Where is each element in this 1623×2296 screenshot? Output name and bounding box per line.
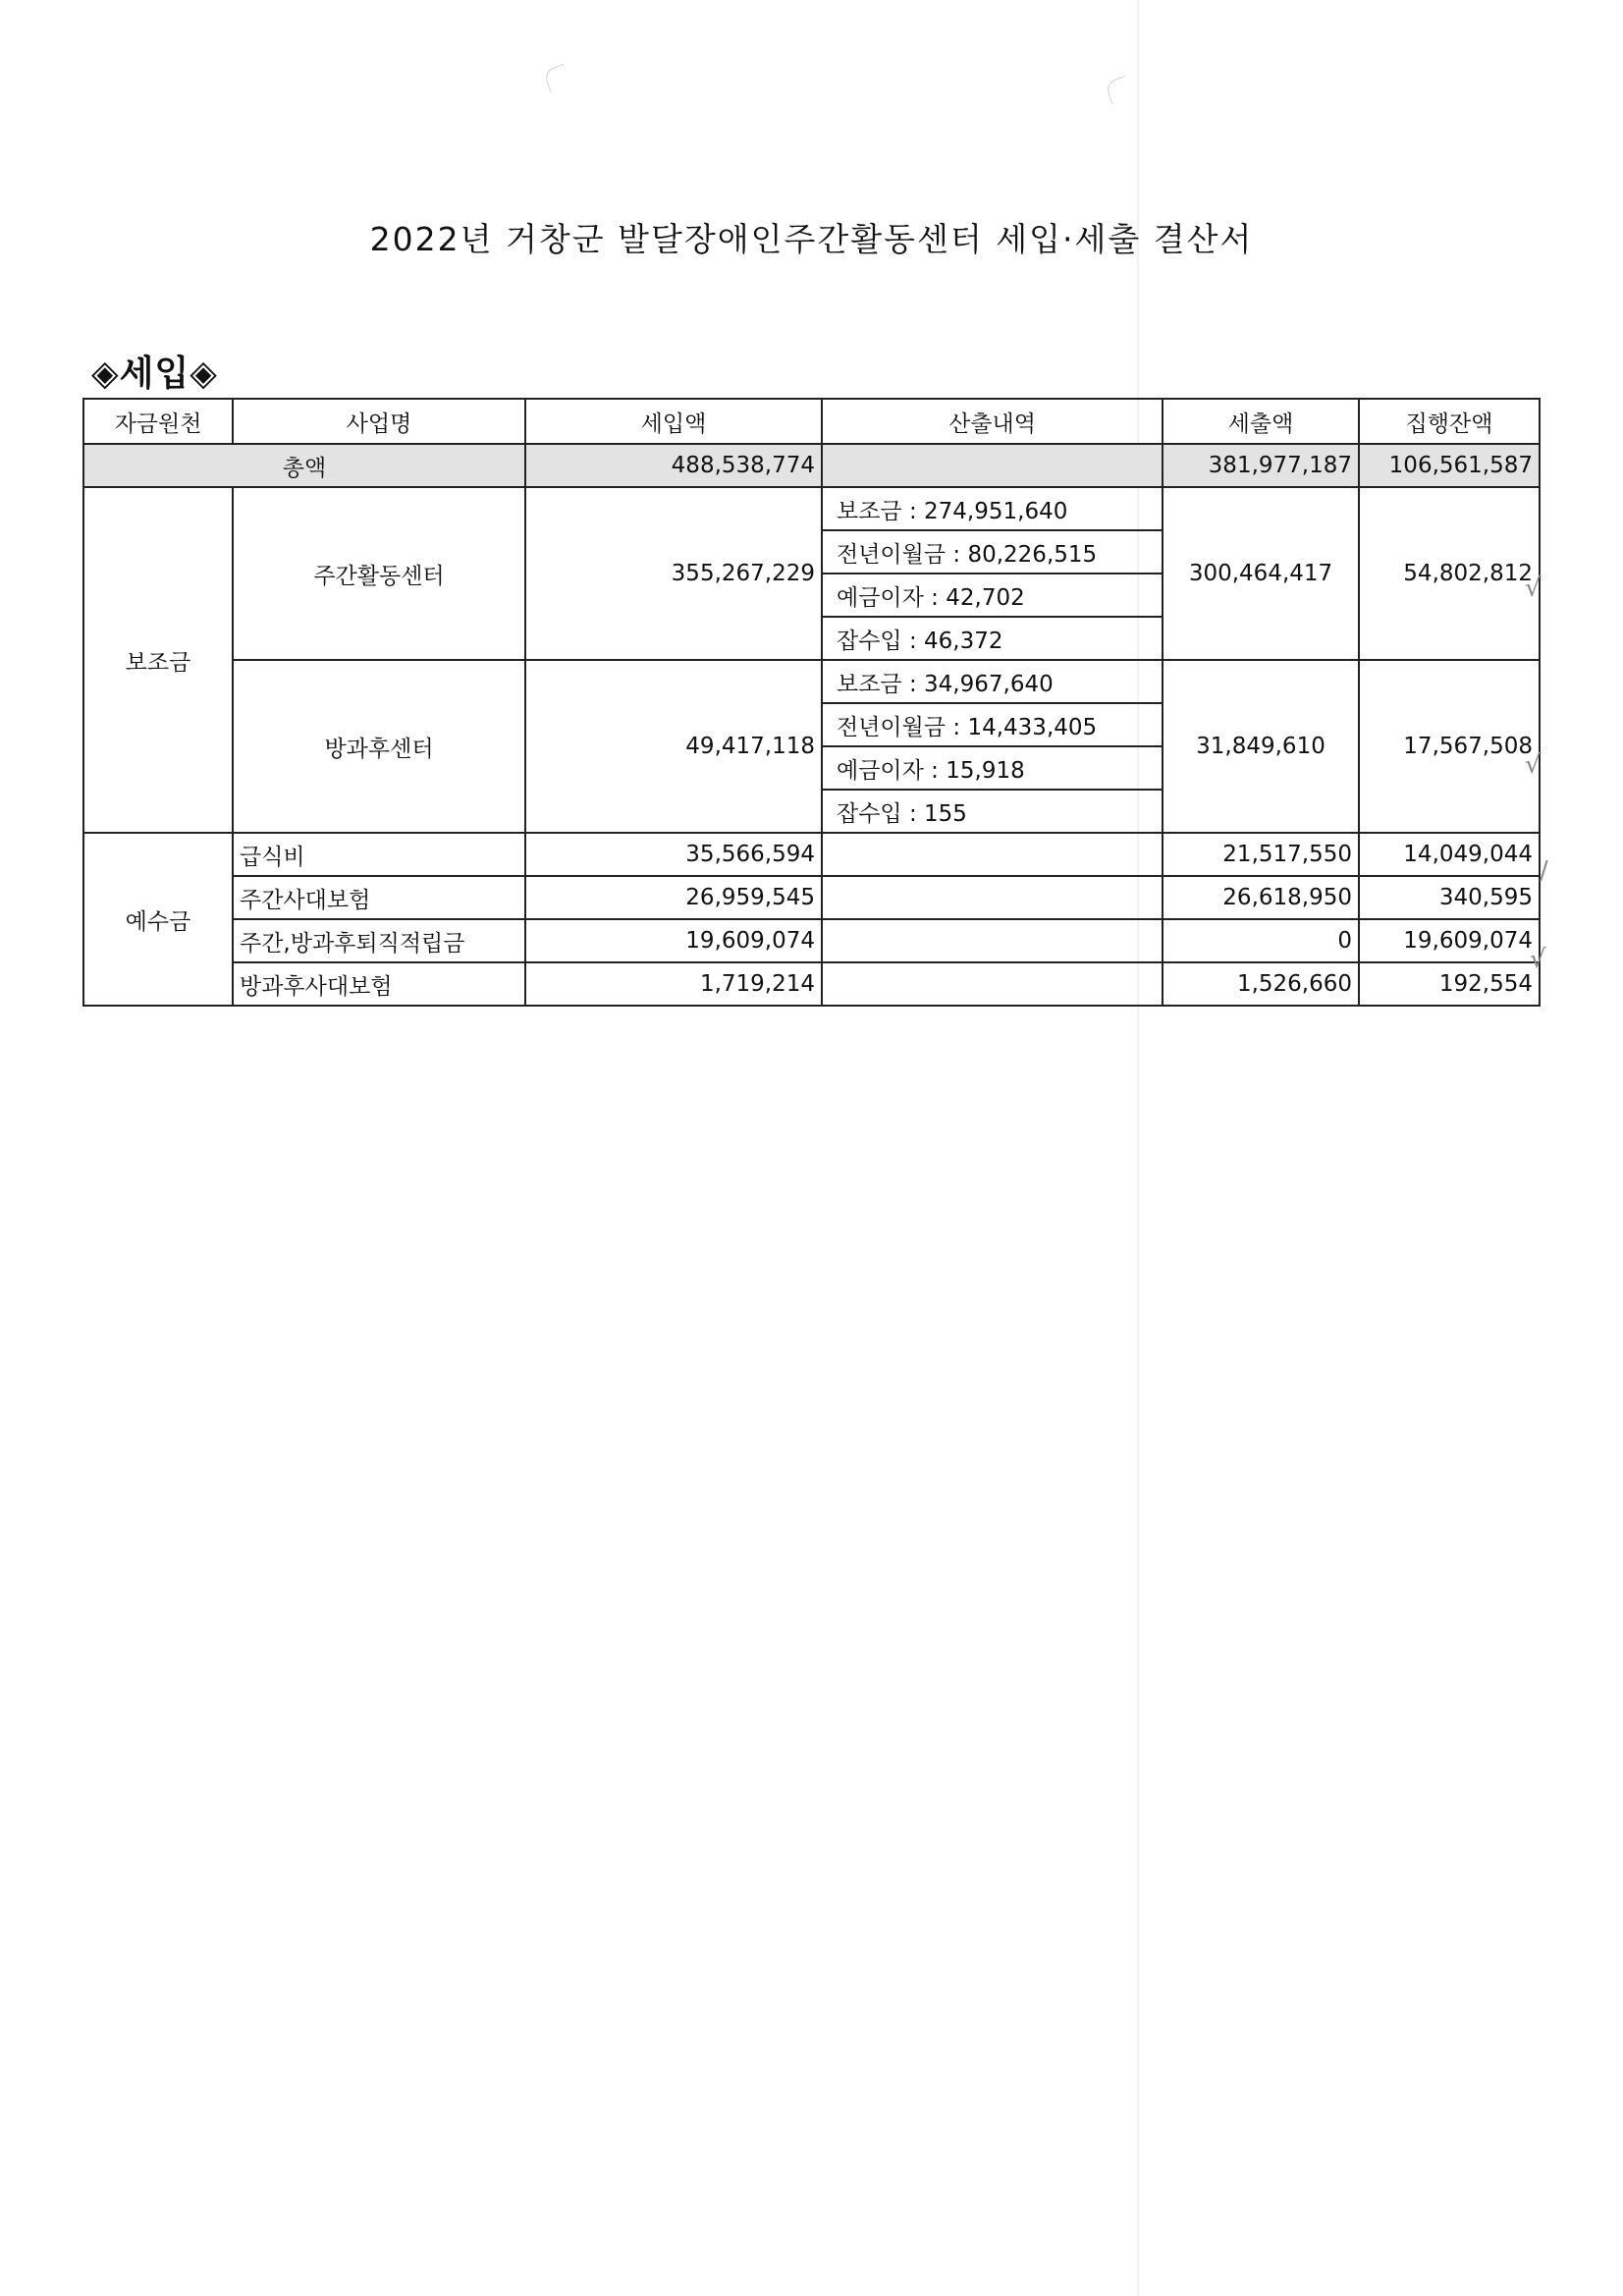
deposit-revenue: 1,719,214: [525, 962, 822, 1006]
revenue-after-school: 49,417,118: [525, 660, 822, 833]
deposit-row: [83, 833, 1540, 876]
total-label: 총액: [83, 444, 525, 487]
deposit-row: [83, 876, 1540, 919]
deposit-expenditure: 21,517,550: [1163, 833, 1359, 876]
total-balance: 106,561,587: [1359, 444, 1540, 487]
detail-item: 잡수입 : 46,372: [822, 617, 1163, 660]
header-expenditure: 세출액: [1163, 399, 1359, 444]
deposit-expenditure: 0: [1163, 919, 1359, 962]
detail-item: 전년이월금 : 80,226,515: [822, 530, 1163, 574]
balance-day-center: 54,802,812: [1359, 487, 1540, 660]
expenditure-day-center: 300,464,417: [1163, 487, 1359, 660]
pen-slash-mark-icon: /: [1540, 856, 1548, 886]
total-revenue: 488,538,774: [525, 444, 822, 487]
balance-after-school: 17,567,508: [1359, 660, 1540, 833]
deposit-row: [83, 962, 1540, 1006]
deposit-balance: 192,554: [1359, 962, 1540, 1006]
deposit-balance: 340,595: [1359, 876, 1540, 919]
header-breakdown: 산출내역: [822, 399, 1163, 444]
project-day-center: 주간활동센터: [233, 487, 525, 660]
subsidy-day-center-row: [83, 487, 1540, 530]
deposit-revenue: 26,959,545: [525, 876, 822, 919]
detail-item: 전년이월금 : 14,433,405: [822, 703, 1163, 746]
total-breakdown-empty: [822, 444, 1163, 487]
detail-item: 예금이자 : 15,918: [822, 746, 1163, 790]
detail-item: 보조금 : 34,967,640: [822, 660, 1163, 703]
scan-fold-line: [1137, 0, 1139, 2296]
deposit-project: 주간,방과후퇴직적립금: [233, 919, 525, 962]
deposit-balance: 19,609,074: [1359, 919, 1540, 962]
revenue-day-center: 355,267,229: [525, 487, 822, 660]
deposit-project: 방과후사대보험: [233, 962, 525, 1006]
project-after-school: 방과후센터: [233, 660, 525, 833]
deposit-breakdown-empty: [822, 876, 1163, 919]
checkmark-icon: √: [1525, 750, 1542, 780]
total-expenditure: 381,977,187: [1163, 444, 1359, 487]
checkmark-icon: √: [1530, 945, 1546, 974]
deposit-breakdown-empty: [822, 919, 1163, 962]
detail-item: 예금이자 : 42,702: [822, 574, 1163, 617]
subsidy-after-school-row: [83, 660, 1540, 703]
source-subsidy: 보조금: [83, 487, 233, 833]
document-title: 2022년 거창군 발달장애인주간활동센터 세입·세출 결산서: [369, 220, 1254, 258]
deposit-breakdown-empty: [822, 962, 1163, 1006]
header-source: 자금원천: [83, 399, 233, 444]
detail-item: 보조금 : 274,951,640: [822, 487, 1163, 530]
section-heading: ◈세입◈: [91, 354, 218, 394]
deposit-project: 급식비: [233, 833, 525, 876]
header-revenue: 세입액: [525, 399, 822, 444]
deposit-expenditure: 1,526,660: [1163, 962, 1359, 1006]
deposit-revenue: 35,566,594: [525, 833, 822, 876]
deposit-balance: 14,049,044: [1359, 833, 1540, 876]
deposit-revenue: 19,609,074: [525, 919, 822, 962]
deposit-project: 주간사대보험: [233, 876, 525, 919]
revenue-expenditure-table: [82, 398, 1541, 1007]
header-project: 사업명: [233, 399, 525, 444]
total-row: [83, 444, 1540, 487]
deposit-row: [83, 919, 1540, 962]
deposit-breakdown-empty: [822, 833, 1163, 876]
scan-artifact-mark: [543, 64, 571, 92]
deposit-expenditure: 26,618,950: [1163, 876, 1359, 919]
expenditure-after-school: 31,849,610: [1163, 660, 1359, 833]
scan-artifact-mark: [1105, 76, 1133, 104]
checkmark-icon: √: [1525, 574, 1542, 603]
header-balance: 집행잔액: [1359, 399, 1540, 444]
source-deposits: 예수금: [83, 833, 233, 1006]
header-row: [83, 399, 1540, 444]
detail-item: 잡수입 : 155: [822, 790, 1163, 833]
